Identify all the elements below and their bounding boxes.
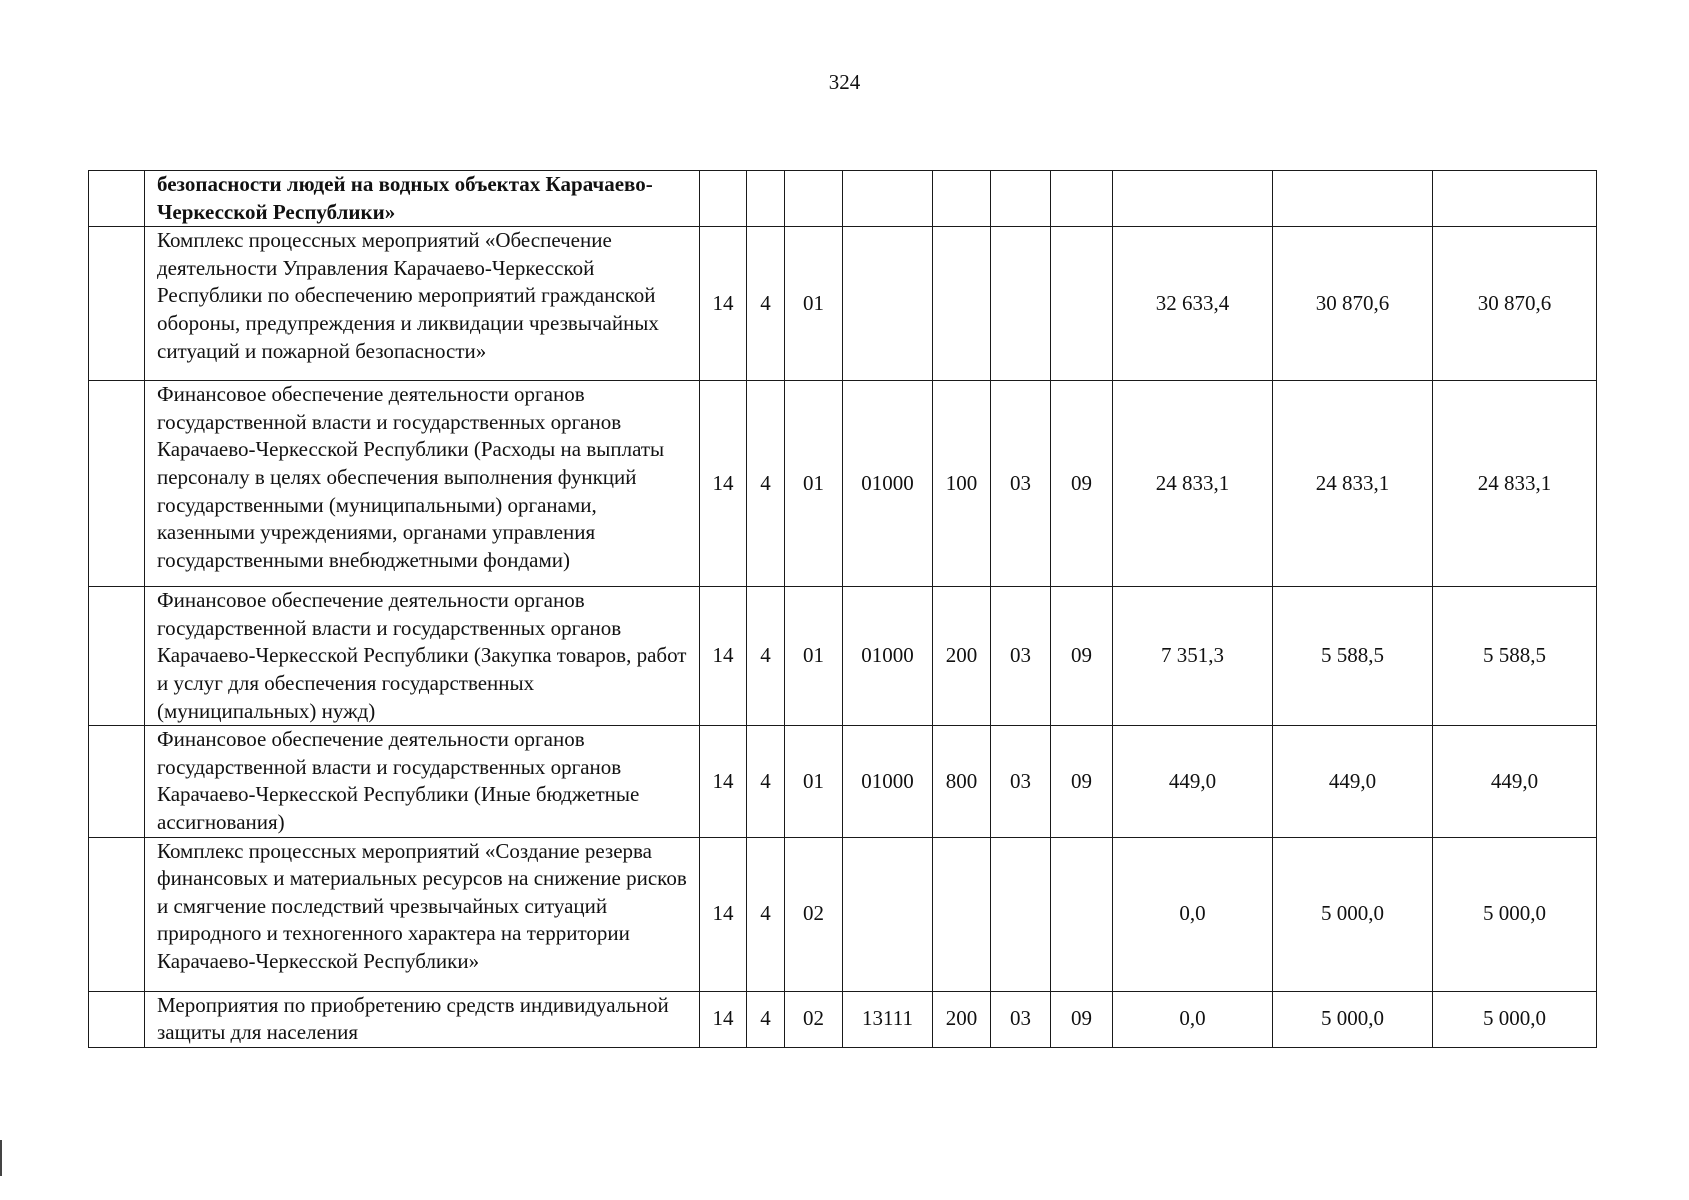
amount-year1-cell: 449,0	[1113, 726, 1273, 837]
row-number-cell	[89, 381, 145, 587]
amount-year1-cell: 24 833,1	[1113, 381, 1273, 587]
subsection-cell: 09	[1051, 381, 1113, 587]
code-program-cell: 4	[747, 227, 785, 381]
code-program-cell	[747, 171, 785, 227]
amount-year3-cell: 449,0	[1433, 726, 1597, 837]
table-row	[89, 587, 1597, 726]
row-description: Финансовое обеспечение деятельности органов государственной власти и государственных органов Карачаево-Черкесской Республики (Закупка товаров, работ и услуг для обеспечения государственных (муниципальных) нужд)	[145, 587, 700, 726]
amount-year3-cell: 5 000,0	[1433, 991, 1597, 1047]
amount-year1-cell: 7 351,3	[1113, 587, 1273, 726]
budget-table	[88, 170, 1597, 1048]
subsection-cell	[1051, 227, 1113, 381]
code-program-cell: 4	[747, 726, 785, 837]
code-direction-cell: 01000	[843, 381, 933, 587]
expense-type-cell	[933, 227, 991, 381]
amount-year3-cell: 5 588,5	[1433, 587, 1597, 726]
subsection-cell: 09	[1051, 991, 1113, 1047]
amount-year3-cell: 24 833,1	[1433, 381, 1597, 587]
code-program-cell: 4	[747, 837, 785, 991]
code-direction-cell	[843, 227, 933, 381]
amount-year2-cell	[1273, 171, 1433, 227]
code-ministry-cell: 14	[700, 227, 747, 381]
row-number-cell	[89, 991, 145, 1047]
amount-year2-cell: 24 833,1	[1273, 381, 1433, 587]
code-subprogram-cell: 01	[785, 227, 843, 381]
row-number-cell	[89, 227, 145, 381]
scan-edge-mark	[0, 1140, 2, 1176]
expense-type-cell: 100	[933, 381, 991, 587]
expense-type-cell: 200	[933, 991, 991, 1047]
amount-year1-cell: 0,0	[1113, 837, 1273, 991]
section-cell	[991, 837, 1051, 991]
section-cell: 03	[991, 381, 1051, 587]
amount-year1-cell: 0,0	[1113, 991, 1273, 1047]
code-program-cell: 4	[747, 381, 785, 587]
amount-year2-cell: 5 588,5	[1273, 587, 1433, 726]
row-number-cell	[89, 587, 145, 726]
section-cell: 03	[991, 587, 1051, 726]
code-ministry-cell: 14	[700, 837, 747, 991]
amount-year1-cell: 32 633,4	[1113, 227, 1273, 381]
row-description: безопасности людей на водных объектах Карачаево-Черкесской Республики»	[145, 171, 700, 227]
code-program-cell: 4	[747, 991, 785, 1047]
section-cell: 03	[991, 726, 1051, 837]
code-subprogram-cell: 01	[785, 381, 843, 587]
expense-type-cell	[933, 171, 991, 227]
code-ministry-cell: 14	[700, 587, 747, 726]
amount-year3-cell: 30 870,6	[1433, 227, 1597, 381]
subsection-cell: 09	[1051, 587, 1113, 726]
row-description: Комплекс процессных мероприятий «Создание резерва финансовых и материальных ресурсов на снижение рисков и смягчение последствий чрезвычайных ситуаций природного и техногенного характера на территории Карачаево-Черкесской Республики»	[145, 837, 700, 991]
code-ministry-cell	[700, 171, 747, 227]
section-cell	[991, 227, 1051, 381]
expense-type-cell	[933, 837, 991, 991]
amount-year2-cell: 5 000,0	[1273, 837, 1433, 991]
row-description: Комплекс процессных мероприятий «Обеспечение деятельности Управления Карачаево-Черкесской Республики по обеспечению мероприятий гражданской обороны, предупреждения и ликвидации чрезвычайных ситуаций и пожарной безопасности»	[145, 227, 700, 381]
row-number-cell	[89, 837, 145, 991]
row-number-cell	[89, 171, 145, 227]
code-direction-cell: 01000	[843, 726, 933, 837]
code-subprogram-cell: 01	[785, 726, 843, 837]
expense-type-cell: 800	[933, 726, 991, 837]
table-row	[89, 227, 1597, 381]
row-description: Финансовое обеспечение деятельности органов государственной власти и государственных органов Карачаево-Черкесской Республики (Иные бюджетные ассигнования)	[145, 726, 700, 837]
table-body	[89, 171, 1597, 1048]
table-row	[89, 381, 1597, 587]
subsection-cell: 09	[1051, 726, 1113, 837]
code-subprogram-cell	[785, 171, 843, 227]
code-program-cell: 4	[747, 587, 785, 726]
row-description: Мероприятия по приобретению средств индивидуальной защиты для населения	[145, 991, 700, 1047]
section-cell	[991, 171, 1051, 227]
code-direction-cell	[843, 171, 933, 227]
amount-year2-cell: 5 000,0	[1273, 991, 1433, 1047]
code-ministry-cell: 14	[700, 381, 747, 587]
code-subprogram-cell: 02	[785, 837, 843, 991]
page-number: 324	[828, 70, 861, 94]
amount-year2-cell: 30 870,6	[1273, 227, 1433, 381]
expense-type-cell: 200	[933, 587, 991, 726]
subsection-cell	[1051, 837, 1113, 991]
table-row	[89, 171, 1597, 227]
table-row	[89, 726, 1597, 837]
table-row	[89, 991, 1597, 1047]
section-cell: 03	[991, 991, 1051, 1047]
code-subprogram-cell: 02	[785, 991, 843, 1047]
code-ministry-cell: 14	[700, 991, 747, 1047]
amount-year3-cell	[1433, 171, 1597, 227]
code-direction-cell: 01000	[843, 587, 933, 726]
amount-year1-cell	[1113, 171, 1273, 227]
row-number-cell	[89, 726, 145, 837]
table-row	[89, 837, 1597, 991]
amount-year3-cell: 5 000,0	[1433, 837, 1597, 991]
amount-year2-cell: 449,0	[1273, 726, 1433, 837]
code-direction-cell: 13111	[843, 991, 933, 1047]
code-subprogram-cell: 01	[785, 587, 843, 726]
subsection-cell	[1051, 171, 1113, 227]
row-description: Финансовое обеспечение деятельности органов государственной власти и государственных органов Карачаево-Черкесской Республики (Расходы на выплаты персоналу в целях обеспечения выполнения функций государственными (муниципальными) органами, казенными учреждениями, органами управления государственными внебюджетными фондами)	[145, 381, 700, 587]
code-direction-cell	[843, 837, 933, 991]
code-ministry-cell: 14	[700, 726, 747, 837]
